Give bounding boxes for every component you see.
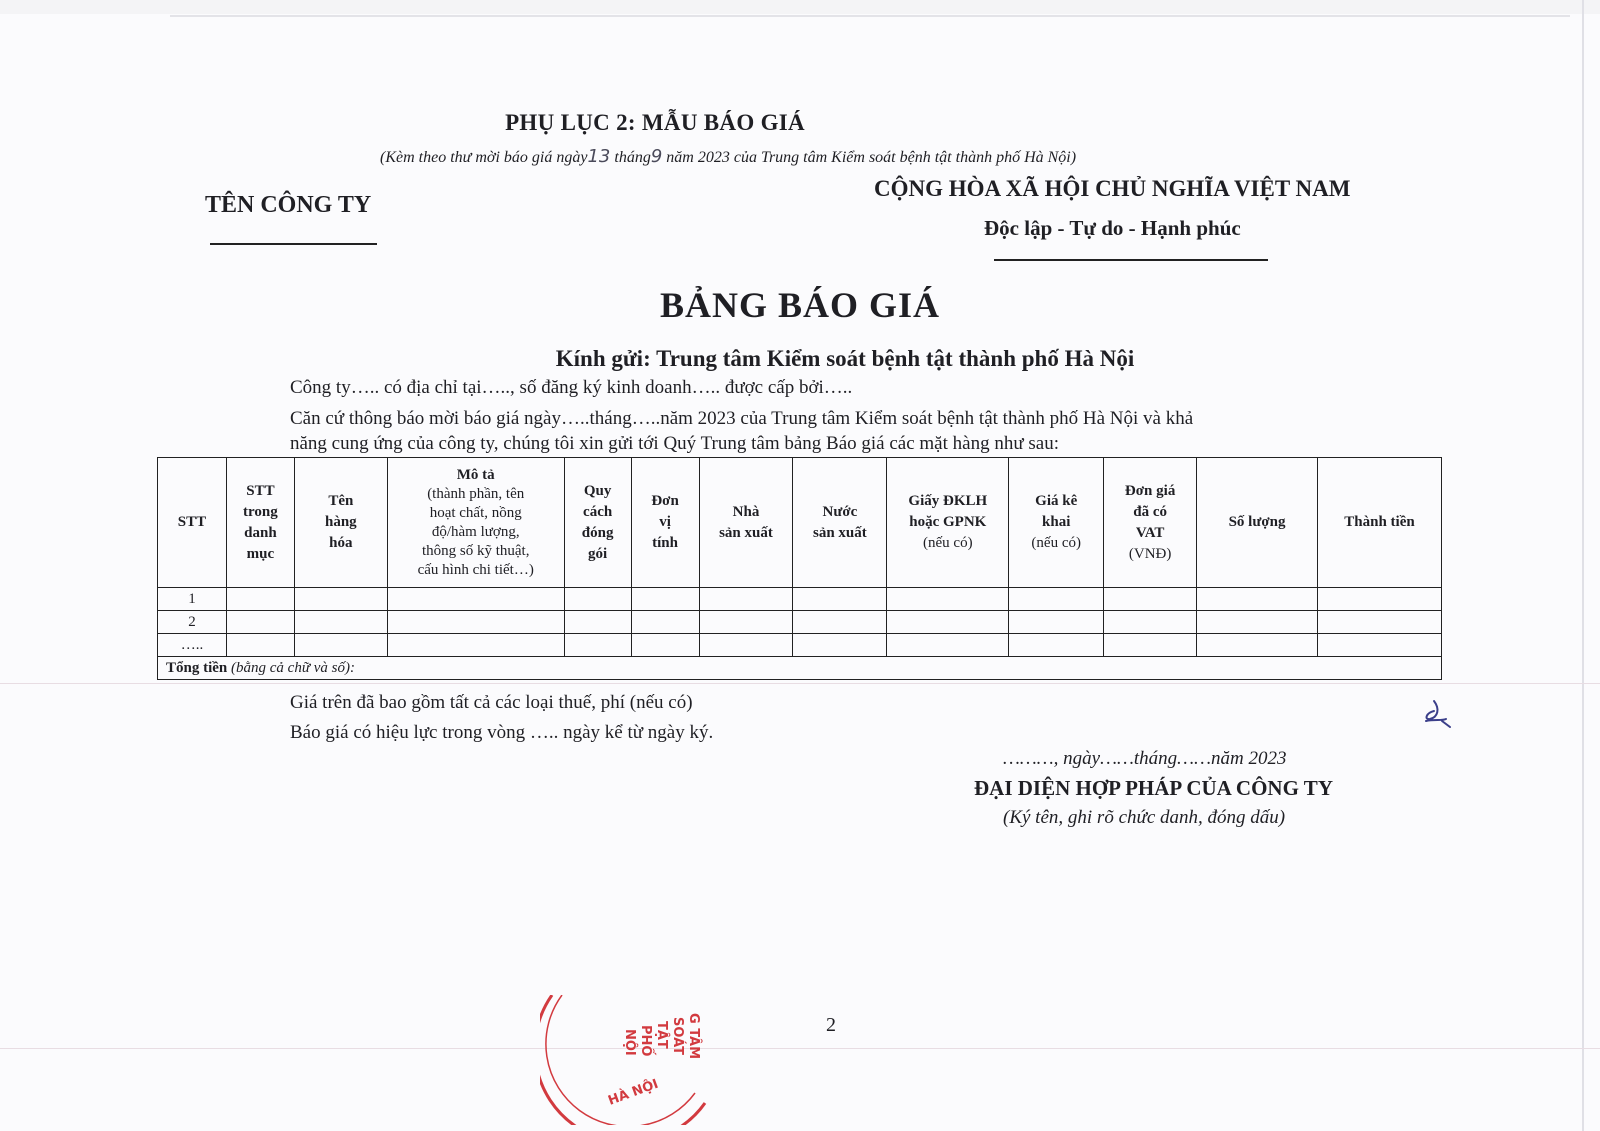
table-row (158, 634, 1442, 657)
addressee: Kính gửi: Trung tâm Kiểm soát bệnh tật thành phố Hà Nội (555, 346, 1135, 371)
fold-line (0, 683, 1600, 684)
stamp-icon (540, 995, 730, 1125)
initial-mark-icon (1420, 695, 1460, 735)
col-header-declared-price: Giá kê khai (nếu có) (1009, 458, 1104, 588)
handwritten-day: 13 (587, 146, 611, 167)
motto-underline (994, 259, 1268, 261)
col-header-stt: STT (158, 458, 227, 588)
col-header-country: Nước sản xuất (793, 458, 887, 588)
stamp-text: HÀ NỘI (606, 1076, 661, 1109)
intro-line: Công ty….. có địa chỉ tại….., số đăng ký kinh doanh….. được cấp bởi….. (290, 377, 853, 398)
date-line: ………, ngày……tháng……năm 2023 (1003, 748, 1287, 769)
stamp-text: G TÂM (686, 1013, 701, 1060)
paper-right-edge (1582, 0, 1584, 1131)
stamp-text: NỘI (622, 1029, 637, 1056)
appendix-subtitle (380, 146, 1076, 167)
national-title: CỘNG HÒA XÃ HỘI CHỦ NGHĨA VIỆT NAM (874, 176, 1351, 201)
company-underline (210, 243, 377, 245)
stamp-text: PHỐ (638, 1025, 653, 1057)
signature-hint: (Ký tên, ghi rõ chức danh, đóng dấu) (1003, 807, 1286, 828)
validity-note: Báo giá có hiệu lực trong vòng ….. ngày kể từ ngày ký. (290, 722, 714, 743)
row-number-cell: 1 (158, 588, 227, 611)
table-row (158, 611, 1442, 634)
appendix-title: PHỤ LỤC 2: MẪU BÁO GIÁ (505, 110, 805, 135)
col-header-quantity: Số lượng (1197, 458, 1318, 588)
stamp-text: TẬT (654, 1021, 669, 1049)
stamp-text: SOÁT (670, 1017, 685, 1055)
table-total-row (158, 657, 1442, 680)
row-number-cell: 2 (158, 611, 227, 634)
col-header-product-name: Tên hàng hóa (294, 458, 387, 588)
appendix-subtitle-part: (Kèm theo thư mời báo giá ngày (380, 149, 588, 166)
fold-line (0, 1048, 1600, 1049)
col-header-description: Mô tả (thành phần, tên hoạt chất, nồng độ/hàm lượng, thông số kỹ thuật, cấu hình chi tiết…) (387, 458, 564, 588)
row-number-cell: ….. (158, 634, 227, 657)
col-header-amount: Thành tiền (1317, 458, 1441, 588)
appendix-subtitle-part: tháng (614, 149, 651, 166)
representative-title: ĐẠI DIỆN HỢP PHÁP CỦA CÔNG TY (974, 776, 1333, 800)
national-motto: Độc lập - Tự do - Hạnh phúc (984, 216, 1241, 240)
page-title: BẢNG BÁO GIÁ (659, 285, 941, 325)
col-header-packaging: Quy cách đóng gói (564, 458, 631, 588)
table-row (158, 588, 1442, 611)
col-header-unit-price-vat: Đơn giá đã có VAT (VNĐ) (1104, 458, 1197, 588)
col-header-license: Giấy ĐKLH hoặc GPNK (nếu có) (887, 458, 1009, 588)
company-name: TÊN CÔNG TY (205, 192, 372, 218)
tax-note: Giá trên đã bao gồm tất cả các loại thuế, phí (nếu có) (290, 692, 693, 713)
paper-top-edge (170, 15, 1570, 17)
col-header-stt-catalog: STT trong danh mục (226, 458, 294, 588)
intro-line: Căn cứ thông báo mời báo giá ngày…..tháng…..năm 2023 của Trung tâm Kiểm soát bệnh tật thành phố Hà Nội và khả (290, 408, 1194, 429)
total-label: Tổng tiền (166, 659, 228, 676)
col-header-manufacturer: Nhà sản xuất (699, 458, 793, 588)
table-header-row (158, 458, 1442, 588)
total-note: (bằng cả chữ và số): (231, 659, 355, 676)
page-number: 2 (826, 1014, 836, 1036)
intro-line: năng cung ứng của công ty, chúng tôi xin gửi tới Quý Trung tâm bảng Báo giá các mặt hàng như sau: (290, 433, 1059, 454)
quote-table (157, 457, 1442, 680)
total-cell[interactable] (158, 657, 1442, 680)
appendix-subtitle-part: năm 2023 của Trung tâm Kiểm soát bệnh tật thành phố Hà Nội) (666, 149, 1077, 166)
col-header-unit: Đơn vị tính (631, 458, 699, 588)
handwritten-month: 9 (650, 146, 663, 167)
